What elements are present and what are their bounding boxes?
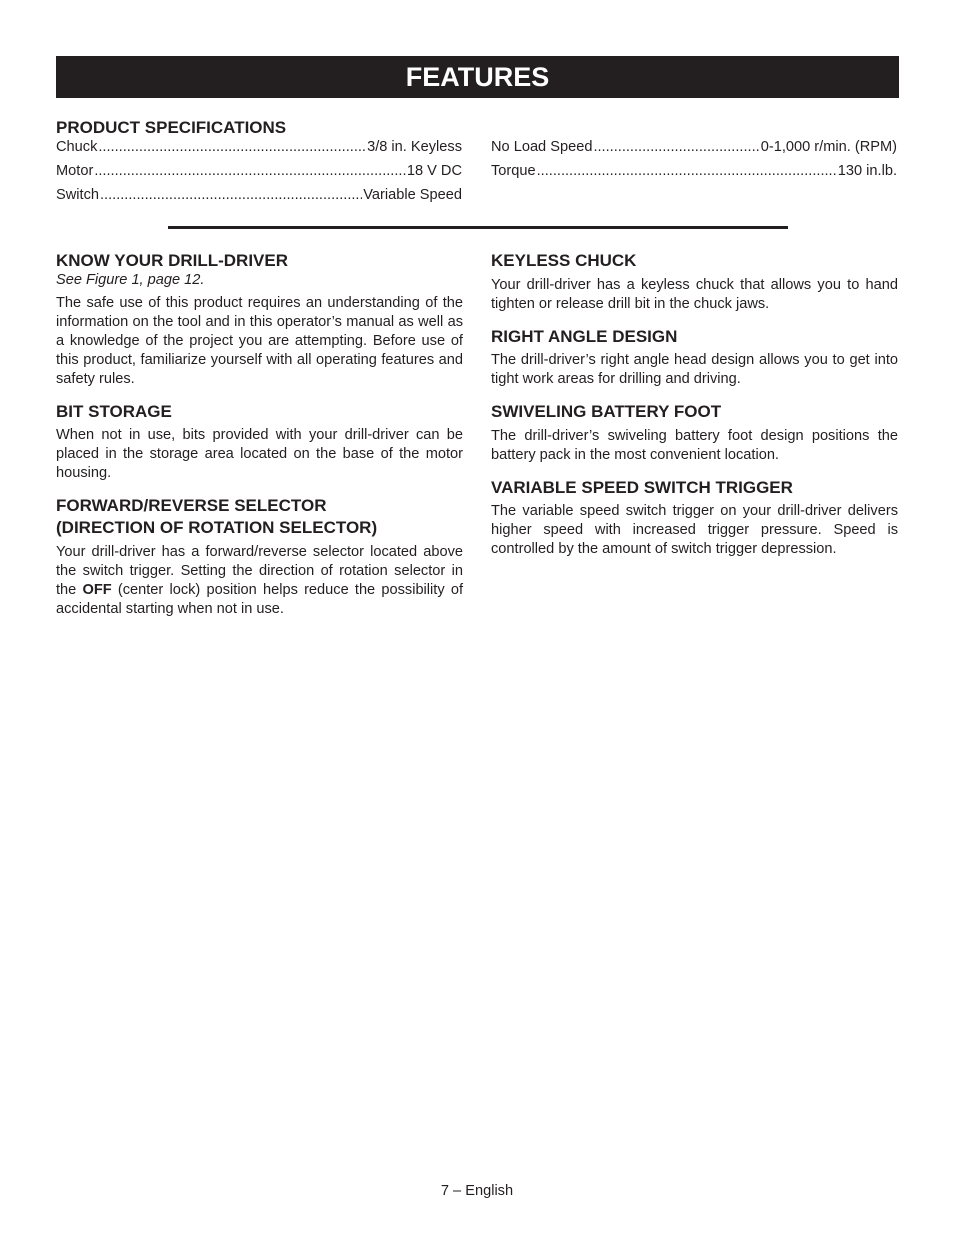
selector-text-part1: Your drill-driver has a forward/reverse selector located above the switch trigger. Setting the direction of rotation selector in the	[56, 544, 463, 598]
spec-row	[491, 138, 897, 162]
spec-row	[491, 162, 897, 186]
bit-storage-heading: BIT STORAGE	[56, 402, 172, 421]
specs-left-column	[56, 138, 462, 210]
selector-heading-line1: FORWARD/REVERSE SELECTOR	[56, 496, 327, 515]
spec-label: Chuck	[56, 139, 98, 155]
section-divider	[168, 226, 788, 229]
specs-heading: PRODUCT SPECIFICATIONS	[56, 118, 287, 137]
selector-text-part2: (center lock) position helps reduce the possibility of accidental starting when not in use.	[56, 582, 463, 617]
spec-row	[56, 186, 462, 210]
spec-label: No Load Speed	[491, 139, 593, 155]
battery-foot-heading: SWIVELING BATTERY FOOT	[491, 402, 722, 421]
keyless-chuck-heading: KEYLESS CHUCK	[491, 251, 637, 270]
bit-storage-text: When not in use, bits provided with your drill-driver can be placed in the storage area located on the base of the motor housing.	[56, 427, 463, 481]
spec-label: Switch	[56, 187, 99, 203]
battery-foot-text: The drill-driver’s swiveling battery foot design positions the battery pack in the most convenient location.	[491, 428, 898, 463]
dot-leader	[100, 186, 362, 204]
spec-row	[56, 162, 462, 186]
selector-text	[56, 543, 463, 619]
spec-value: 0-1,000 r/min. (RPM)	[760, 139, 897, 155]
spec-value: Variable Speed	[363, 187, 462, 203]
page-title: FEATURES	[56, 56, 899, 98]
spec-label: Motor	[56, 163, 94, 179]
spec-row	[56, 138, 462, 162]
right-angle-text: The drill-driver’s right angle head design allows you to get into tight work areas for drilling and driving.	[491, 352, 898, 387]
page-footer: 7 – English	[440, 1183, 514, 1199]
spec-value: 18 V DC	[406, 163, 462, 179]
figure-reference: See Figure 1, page 12.	[56, 272, 205, 288]
selector-text-bold: OFF	[82, 582, 112, 598]
spec-value: 130 in.lb.	[837, 163, 897, 179]
spec-label: Torque	[491, 163, 536, 179]
specs-right-column	[491, 138, 897, 186]
know-your-drill-heading: KNOW YOUR DRILL-DRIVER	[56, 251, 289, 270]
spec-value: 3/8 in. Keyless	[367, 139, 462, 155]
trigger-heading: VARIABLE SPEED SWITCH TRIGGER	[491, 478, 793, 497]
trigger-text: The variable speed switch trigger on your drill-driver delivers higher speed with increased trigger pressure. Speed is controlled by the amount of switch trigger depression.	[491, 503, 898, 557]
dot-leader	[593, 138, 759, 156]
right-angle-heading: RIGHT ANGLE DESIGN	[491, 327, 678, 346]
know-your-drill-text: The safe use of this product requires an understanding of the information on the tool and in this operator’s manual as well as a knowledge of the project you are attempting. Before use of this product, familiarize yourself with all operating features and safety rules.	[56, 295, 463, 387]
dot-leader	[94, 162, 406, 180]
dot-leader	[537, 162, 837, 180]
dot-leader	[98, 138, 366, 156]
keyless-chuck-text: Your drill-driver has a keyless chuck that allows you to hand tighten or release drill bit in the chuck jaws.	[491, 277, 898, 312]
selector-heading-line2: (DIRECTION OF ROTATION SELECTOR)	[56, 518, 378, 537]
